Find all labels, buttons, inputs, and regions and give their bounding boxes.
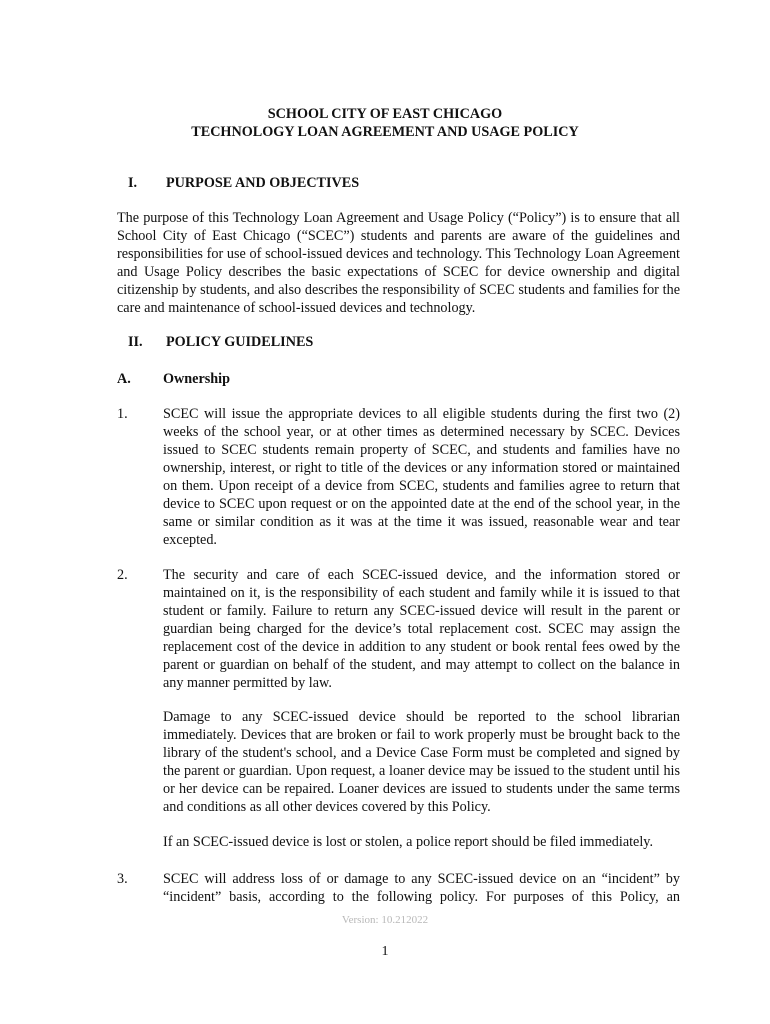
section-2-number: II. [128, 334, 143, 350]
section-1-number: I. [128, 175, 138, 191]
section-1-heading: PURPOSE AND OBJECTIVES [166, 175, 360, 191]
document-title-line-1: SCHOOL CITY OF EAST CHICAGO [267, 106, 503, 122]
item-1-number: 1. [117, 406, 128, 422]
item-2-lost-paragraph: If an SCEC-issued device is lost or stolen, a police report should be filed immediately. [163, 834, 654, 850]
item-2-damage-paragraph: Damage to any SCEC-issued device should be reported to the school librarian immediately. Devices that are broken or fail to work properly must be brought back to the library of the student's school, and a Device Case Form must be completed and signed by the parent or guardian. Upon request, a loaner device may be issued to the student until his or her device can be repaired. Loaner devices are issued to students under the same terms and conditions as all other devices covered by this Policy. [163, 709, 680, 815]
subsection-a-heading: Ownership [163, 371, 231, 387]
section-2-heading: POLICY GUIDELINES [166, 334, 314, 350]
item-1-text: SCEC will issue the appropriate devices to all eligible students during the first two (2) weeks of the school year, or at other times as determined necessary by SCEC. Devices issued to SCEC students remain property of SCEC, and students and families have no ownership, interest, or right to title of the devices or any information stored or maintained on them. Upon receipt of a device from SCEC, students and families agree to return that device to SCEC upon request or on the appointed date at the end of the school year, in the same or similar condition as it was at the time it was issued, reasonable wear and tear excepted. [163, 406, 680, 548]
item-3-number: 3. [117, 871, 128, 887]
page-number: 1 [381, 944, 389, 959]
section-1-paragraph: The purpose of this Technology Loan Agreement and Usage Policy (“Policy”) is to ensure that all School City of East Chicago (“SCEC”) students and parents are aware of the guidelines and responsibilities for use of school-issued devices and technology. This Technology Loan Agreement and Usage Policy describes the basic expectations of SCEC for device ownership and digital citizenship by students, and also describes the responsibility of SCEC students and families for the care and maintenance of school-issued devices and technology. [117, 210, 680, 316]
item-2-number: 2. [117, 567, 128, 583]
subsection-a-letter: A. [117, 371, 131, 387]
item-3-text: SCEC will address loss of or damage to any SCEC-issued device on an “incident” by “incident” basis, according to the following policy. For purposes of this Policy, an [163, 871, 680, 905]
version-footer: Version: 10.212022 [341, 914, 429, 926]
document-title-line-2: TECHNOLOGY LOAN AGREEMENT AND USAGE POLICY [191, 124, 579, 140]
item-2-text: The security and care of each SCEC-issued device, and the information stored or maintained on it, is the responsibility of each student and family while it is issued to that student or family. Failure to return any SCEC-issued device will result in the parent or guardian being charged for the device’s total replacement cost. SCEC may assign the replacement cost of the device in addition to any student or book rental fees owed by the parent or guardian on behalf of the student, and may attempt to collect on the balance in any manner permitted by law. [163, 567, 680, 691]
